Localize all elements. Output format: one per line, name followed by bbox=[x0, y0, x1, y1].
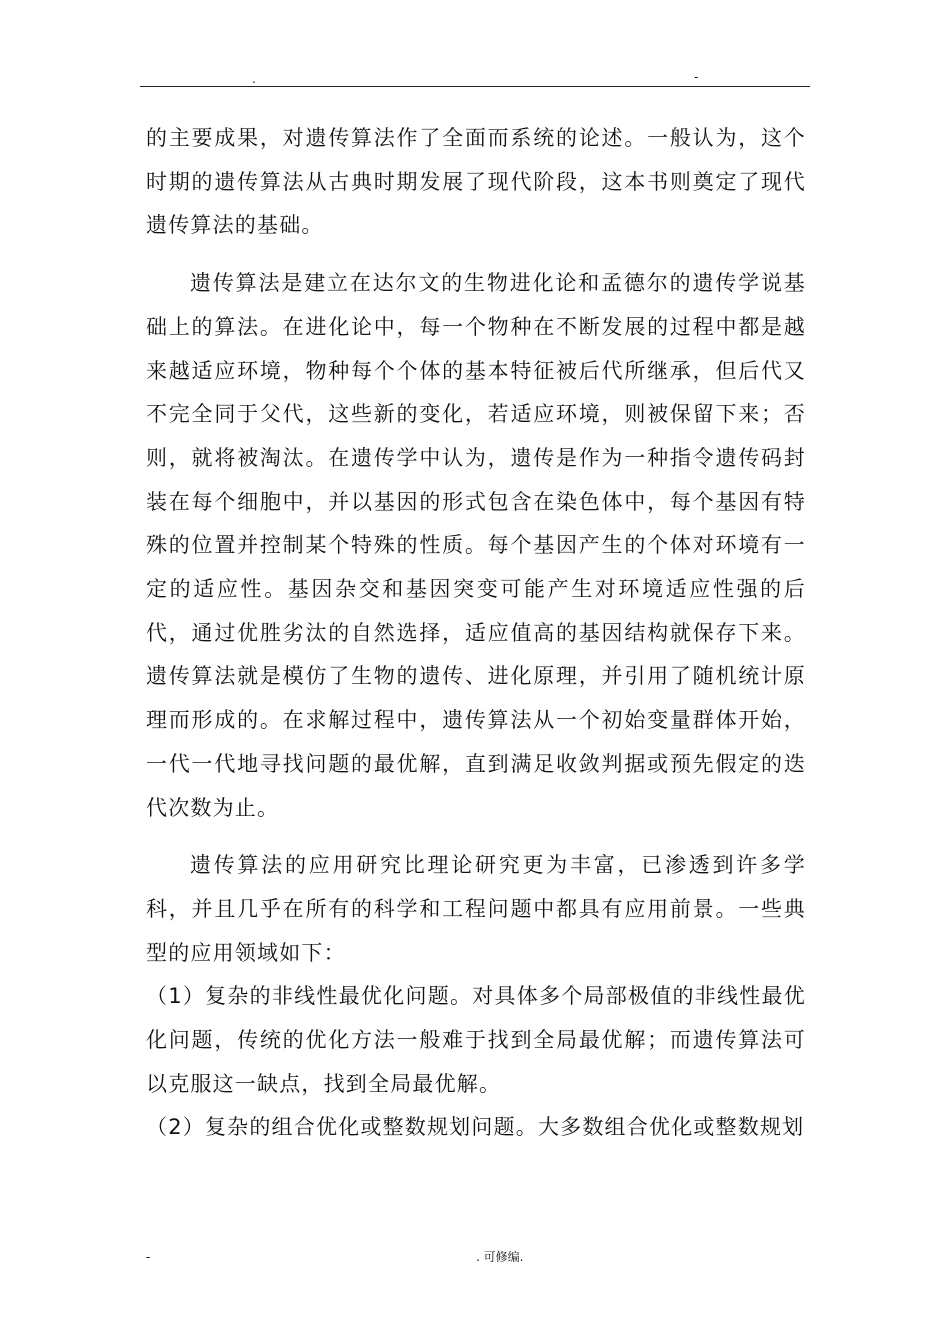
paragraph-ga-theory: 遗传算法是建立在达尔文的生物进化论和孟德尔的遗传学说基础上的算法。在进化论中，每一个物种在不断发展的过程中都是越来越适应环境，物种每个个体的基本特征被后代所继承，但后代又不完全同于父代，这些新的变化，若适应环境，则被保留下来；否则，就将被淘汰。在遗传学中认为，遗传是作为一种指令遗传码封装在每个细胞中，并以基因的形式包含在染色体中，每个基因有特殊的位置并控制某个特殊的性质。每个基因产生的个体对环境有一定的适应性。基因杂交和基因突变可能产生对环境适应性强的后代，通过优胜劣汰的自然选择，适应值高的基因结构就保存下来。遗传算法就是模仿了生物的遗传、进化原理，并引用了随机统计原理而形成的。在求解过程中，遗传算法从一个初始变量群体开始，一代一代地寻找问题的最优解，直到满足收敛判据或预先假定的迭代次数为止。 bbox=[146, 271, 806, 820]
document-body bbox=[146, 117, 806, 1150]
footer-left-mark: - bbox=[146, 1250, 151, 1264]
paragraph-continuation: 的主要成果，对遗传算法作了全面而系统的论述。一般认为，这个时期的遗传算法从古典时期发展了现代阶段，这本书则奠定了现代遗传算法的基础。 bbox=[146, 126, 806, 238]
header-left-mark: . bbox=[252, 72, 256, 86]
header-right-mark: - bbox=[694, 70, 699, 84]
list-item-1: （1）复杂的非线性最优化问题。对具体多个局部极值的非线性最优化问题，传统的优化方法一般难于找到全局最优解；而遗传算法可以克服这一缺点，找到全局最优解。 bbox=[146, 984, 806, 1096]
header-rule bbox=[140, 86, 810, 87]
paragraph-applications-intro: 遗传算法的应用研究比理论研究更为丰富，已渗透到许多学科，并且几乎在所有的科学和工程问题中都具有应用前景。一些典型的应用领域如下： bbox=[146, 853, 806, 965]
list-item-2: （2）复杂的组合优化或整数规划问题。大多数组合优化或整数规划 bbox=[146, 1115, 805, 1140]
footer-editable-note: . 可修编. bbox=[476, 1250, 524, 1264]
